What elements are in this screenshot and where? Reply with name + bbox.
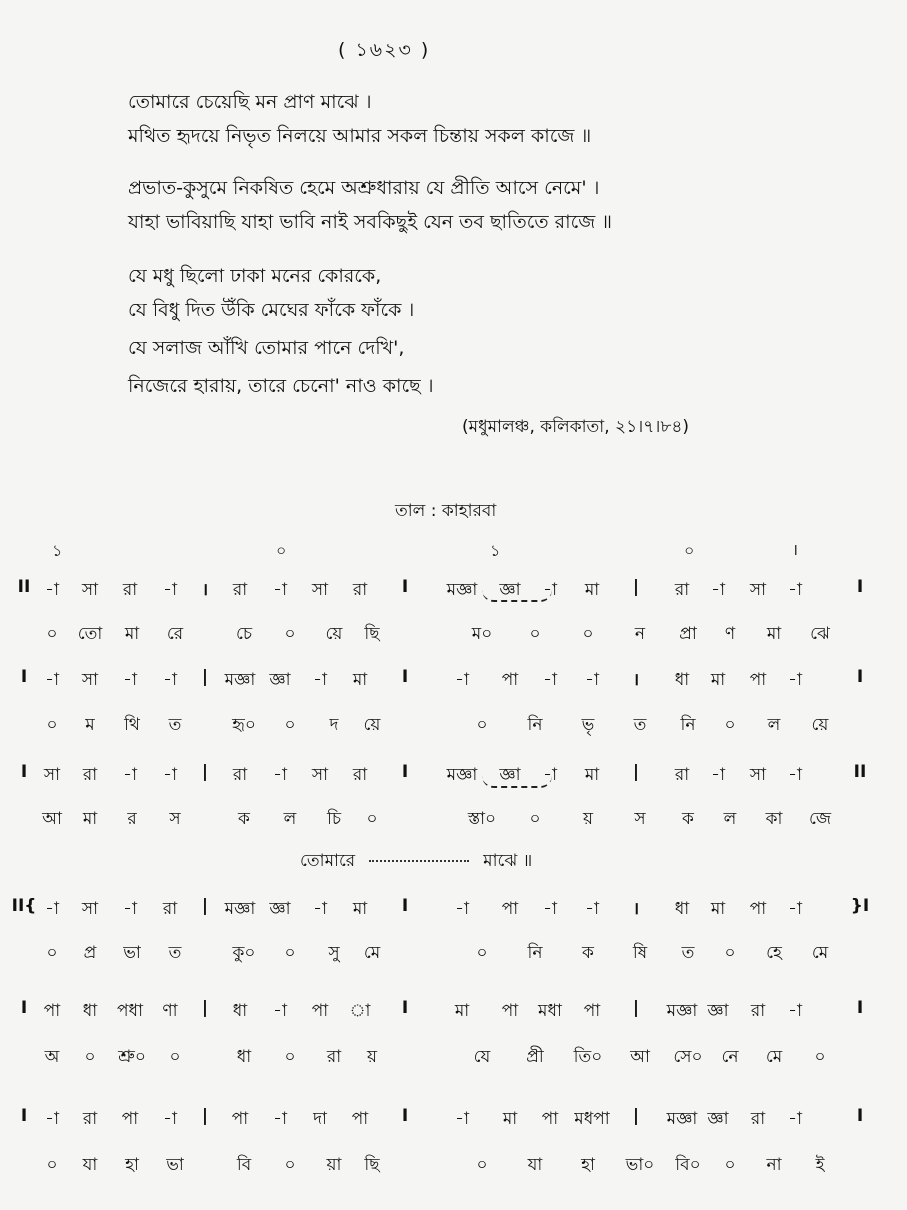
lyric-syllable: য়ে: [325, 624, 343, 644]
barline: |: [632, 577, 640, 597]
swara-note: ধা: [674, 899, 690, 919]
lyric-syllable: চি: [326, 809, 342, 829]
lyric-syllable: ভৃ: [581, 715, 595, 735]
lyric-syllable: ০: [724, 1155, 736, 1175]
lyric-line: মথিত হৃদয়ে নিভৃত নিলয়ে আমার সকল চিন্তায় সকল কাজে ॥: [128, 125, 592, 147]
lyric-syllable: শ্রু০: [118, 1047, 146, 1067]
swara-note: পা: [501, 670, 519, 690]
swara-note: -া: [163, 1109, 177, 1129]
swara-note: সা: [81, 899, 99, 919]
lyric-syllable: ল: [283, 809, 297, 829]
lyric-syllable: যা: [82, 1155, 98, 1175]
swara-note: জ্ঞা: [707, 1109, 729, 1129]
barline: |: [201, 667, 209, 687]
swara-note: ণা: [162, 1001, 178, 1021]
lyric-syllable: জে: [808, 809, 832, 829]
lyric-syllable: ০: [169, 1047, 181, 1067]
barline: I: [401, 667, 409, 687]
lyric-syllable: চে: [235, 624, 253, 644]
lyric-syllable: য়: [582, 809, 594, 829]
beat-mark: ০: [684, 541, 695, 560]
swara-note: মজ্ঞা: [224, 899, 256, 919]
swara-note: -া: [123, 670, 137, 690]
barline: I: [20, 762, 28, 782]
swara-note: পা: [749, 670, 767, 690]
lyric-syllable: মা: [124, 624, 140, 644]
lyric-syllable: মে: [765, 1047, 783, 1067]
swara-note: ধা: [674, 670, 690, 690]
swara-note: রা: [750, 1001, 766, 1021]
swara-note: সা: [749, 580, 767, 600]
lyric-syllable: ০: [46, 715, 58, 735]
lyric-syllable: বি: [236, 1155, 252, 1175]
lyric-syllable: নি: [527, 715, 543, 735]
swara-note: মা: [710, 899, 726, 919]
barline: I: [20, 998, 28, 1018]
swara-note: -া: [543, 670, 557, 690]
swara-row: [0, 1106, 907, 1136]
swara-note: সা: [81, 670, 99, 690]
lyric-syllable: ০: [284, 1047, 296, 1067]
lyric-syllable: কা: [765, 809, 783, 829]
lyric-syllable: যা: [527, 1155, 543, 1175]
lyric-line: নিজেরে হারায়, তারে চেনো' নাও কাছে ।: [128, 375, 434, 397]
lyric-syllable: ০: [476, 943, 488, 963]
lyric-syllable: য়ে: [363, 715, 381, 735]
lyric-syllable: হা: [581, 1155, 595, 1175]
swara-note: -া: [123, 765, 137, 785]
lyric-line: প্রভাত-কুসুমে নিকষিত হেমে অশ্রুধারায় যে প্রীতি আসে নেমে' ।: [128, 177, 600, 199]
swara-note: রা: [674, 765, 690, 785]
swara-note: মা: [584, 765, 600, 785]
lyric-row: [0, 1152, 907, 1182]
barline: }I: [850, 896, 870, 916]
taal-heading: তাল : কাহারবা: [395, 501, 497, 521]
lyric-row: [0, 940, 907, 970]
lyric-syllable: তি০: [573, 1047, 603, 1067]
lyric-syllable: ছি: [364, 1155, 380, 1175]
swara-note: মা: [454, 1001, 470, 1021]
swara-row: [0, 667, 907, 697]
lyric-syllable: মা: [766, 624, 782, 644]
lyric-syllable: ষি: [632, 943, 648, 963]
lyric-syllable: দ: [329, 715, 339, 735]
lyric-syllable: হে: [766, 943, 782, 963]
lyric-syllable: ০: [582, 624, 594, 644]
swara-note: রা: [122, 580, 138, 600]
swara-row: [0, 998, 907, 1028]
lyric-syllable: ত: [168, 715, 182, 735]
lyric-syllable: ভা: [123, 943, 141, 963]
swara-note: সা: [311, 580, 329, 600]
swara-note: -া: [585, 670, 599, 690]
swara-note: পা: [541, 1109, 559, 1129]
lyric-syllable: সু: [328, 943, 340, 963]
barline: I: [401, 762, 409, 782]
swara-note: -া: [273, 1001, 287, 1021]
lyric-line: যাহা ভাবিয়াছি যাহা ভাবি নাই সবকিছুই যেন তব ছাতিতে রাজে ॥: [128, 211, 613, 233]
swara-note: মজ্ঞা: [446, 765, 478, 785]
swara-note: -া: [788, 899, 802, 919]
swara-note: -া: [273, 1109, 287, 1129]
slur-mark: [482, 590, 552, 602]
barline: I: [856, 667, 864, 687]
barline: I: [401, 998, 409, 1018]
swara-note: মজ্ঞা: [446, 580, 478, 600]
barline: I: [401, 1106, 409, 1126]
swara-note: -া: [163, 670, 177, 690]
swara-note: -া: [455, 899, 469, 919]
lyric-syllable: ০: [284, 1155, 296, 1175]
lyric-syllable: হৃ০: [232, 715, 256, 735]
lyric-syllable: য়া: [326, 1155, 342, 1175]
lyric-syllable: মে: [811, 943, 829, 963]
swara-note: -া: [273, 580, 287, 600]
lyric-syllable: মে: [363, 943, 381, 963]
lyric-syllable: ভা: [166, 1155, 184, 1175]
swara-note: -া: [45, 1109, 59, 1129]
barline: |: [201, 896, 209, 916]
barline: I: [401, 896, 409, 916]
lyric-syllable: র: [127, 809, 137, 829]
beat-mark: ১: [52, 541, 63, 560]
barline: |: [632, 998, 640, 1018]
swara-note: জ্ঞা: [269, 670, 291, 690]
lyric-syllable: য়ে: [811, 715, 829, 735]
swara-note: রা: [232, 765, 248, 785]
barline: |: [201, 1106, 209, 1126]
refrain-end: মাঝে ॥: [483, 851, 533, 871]
lyric-syllable: না: [766, 1155, 782, 1175]
slur-mark: [482, 776, 552, 788]
swara-note: সা: [311, 765, 329, 785]
swara-note: -া: [455, 670, 469, 690]
swara-row: [0, 896, 907, 926]
swara-note: রা: [352, 580, 368, 600]
lyric-syllable: সে০: [673, 1047, 703, 1067]
lyric-syllable: মা: [82, 809, 98, 829]
lyric-syllable: রা: [326, 1047, 342, 1067]
swara-note: -া: [45, 580, 59, 600]
lyric-syllable: ণ: [724, 624, 736, 644]
beat-mark: ০: [276, 541, 287, 560]
lyric-syllable: বি০: [675, 1155, 701, 1175]
lyric-syllable: ০: [724, 943, 736, 963]
swara-note: সা: [43, 765, 61, 785]
lyric-syllable: ০: [814, 1047, 826, 1067]
swara-note: -া: [711, 580, 725, 600]
swara-note: া: [349, 1001, 371, 1021]
lyric-line: যে সলাজ আঁখি তোমার পানে দেখি',: [128, 337, 405, 359]
swara-note: -া: [788, 765, 802, 785]
lyric-syllable: ০: [284, 943, 296, 963]
barline: |: [632, 762, 640, 782]
swara-note: রা: [162, 899, 178, 919]
swara-note: পা: [583, 1001, 601, 1021]
lyric-syllable: হা: [125, 1155, 139, 1175]
lyric-syllable: ০: [284, 715, 296, 735]
lyric-syllable: ০: [46, 624, 58, 644]
swara-note: পা: [749, 899, 767, 919]
swara-note: দা: [313, 1109, 327, 1129]
lyric-syllable: ছি: [364, 624, 380, 644]
barline: ।: [201, 580, 209, 600]
refrain-start: তোমারে: [300, 851, 356, 871]
lyric-syllable: ঝে: [810, 624, 830, 644]
swara-note: পা: [311, 1001, 329, 1021]
swara-note: মজ্ঞা: [666, 1001, 698, 1021]
lyric-syllable: থি: [124, 715, 140, 735]
swara-note: পা: [351, 1109, 369, 1129]
swara-row: [0, 762, 907, 792]
barline: I: [856, 577, 864, 597]
lyric-syllable: ০: [476, 715, 488, 735]
lyric-row: [0, 1044, 907, 1074]
lyric-syllable: ০: [84, 1047, 96, 1067]
swara-note: রা: [750, 1109, 766, 1129]
lyric-syllable: ভা০: [625, 1155, 655, 1175]
swara-note: সা: [749, 765, 767, 785]
swara-note: সা: [81, 580, 99, 600]
lyric-syllable: ল: [723, 809, 737, 829]
lyric-syllable: প্র: [83, 943, 97, 963]
source-credit: (মধুমালঞ্চ, কলিকাতা, ২১।৭।৮৪): [462, 417, 690, 437]
barline: ।: [632, 899, 640, 919]
swara-note: রা: [674, 580, 690, 600]
lyric-line: যে বিধু দিত উঁকি মেঘের ফাঁকে ফাঁকে ।: [128, 299, 415, 321]
lyric-syllable: ধা: [236, 1047, 252, 1067]
swara-note: পা: [501, 899, 519, 919]
lyric-syllable: ল: [767, 715, 781, 735]
ellipsis-dots: [369, 860, 469, 862]
swara-note: জ্ঞা: [707, 1001, 729, 1021]
swara-note: পা: [121, 1109, 139, 1129]
swara-note: -া: [585, 899, 599, 919]
swara-note: পা: [501, 1001, 519, 1021]
beat-mark: ১: [490, 541, 501, 560]
lyric-syllable: ০: [476, 1155, 488, 1175]
swara-note: মা: [584, 580, 600, 600]
swara-note: মা: [352, 670, 368, 690]
lyric-syllable: স: [634, 809, 646, 829]
barline: I: [20, 1106, 28, 1126]
lyric-syllable: কু০: [232, 943, 256, 963]
lyric-syllable: যে: [473, 1047, 491, 1067]
lyric-syllable: ০: [46, 943, 58, 963]
lyric-syllable: স্তা০: [467, 809, 497, 829]
swara-note: মা: [502, 1109, 518, 1129]
swara-note: ধা: [82, 1001, 98, 1021]
swara-note: -া: [45, 670, 59, 690]
refrain-line: [300, 848, 532, 876]
swara-note: -া: [273, 765, 287, 785]
swara-row: [0, 577, 907, 607]
swara-note: পধা: [117, 1001, 143, 1021]
lyric-syllable: ক: [682, 809, 694, 829]
swara-note: জ্ঞা: [499, 580, 521, 600]
lyric-syllable: নে: [721, 1047, 739, 1067]
swara-note: -া: [45, 899, 59, 919]
lyric-syllable: স: [169, 809, 181, 829]
lyric-syllable: আ: [42, 809, 62, 829]
lyric-row: [0, 621, 907, 651]
swara-note: মধপা: [574, 1109, 610, 1129]
swara-note: ধা: [232, 1001, 248, 1021]
swara-note: -া: [788, 1001, 802, 1021]
lyric-line: যে মধু ছিলো ঢাকা মনের কোরকে,: [128, 265, 382, 287]
swara-note: পা: [43, 1001, 61, 1021]
lyric-syllable: ম০: [471, 624, 493, 644]
barline: I: [20, 667, 28, 687]
lyric-syllable: আ: [630, 1047, 650, 1067]
swara-note: -া: [788, 1109, 802, 1129]
swara-note: মজ্ঞা: [666, 1109, 698, 1129]
lyric-syllable: অ: [44, 1047, 60, 1067]
barline: |: [201, 762, 209, 782]
swara-note: -া: [711, 765, 725, 785]
swara-note: -া: [543, 580, 557, 600]
lyric-syllable: ০: [46, 1155, 58, 1175]
lyric-syllable: য়: [366, 1047, 378, 1067]
lyric-syllable: ০: [366, 809, 378, 829]
swara-note: পা: [231, 1109, 249, 1129]
swara-note: রা: [352, 765, 368, 785]
lyric-syllable: ই: [815, 1155, 825, 1175]
lyric-syllable: রে: [166, 624, 184, 644]
lyric-line: তোমারে চেয়েছি মন প্রাণ মাঝে ।: [128, 91, 372, 113]
barline: ।: [632, 670, 640, 690]
lyric-syllable: ন: [634, 624, 646, 644]
lyric-syllable: ০: [529, 624, 541, 644]
lyric-syllable: ০: [284, 624, 296, 644]
lyric-syllable: নি: [527, 943, 543, 963]
swara-note: -া: [788, 580, 802, 600]
swara-note: -া: [313, 899, 327, 919]
swara-note: জ্ঞা: [499, 765, 521, 785]
swara-note: -া: [455, 1109, 469, 1129]
lyric-syllable: ম: [85, 715, 95, 735]
barline: II: [17, 577, 31, 597]
swara-note: -া: [543, 765, 557, 785]
lyric-syllable: ক: [238, 809, 250, 829]
lyric-syllable: প্রী: [526, 1047, 544, 1067]
swara-note: -া: [163, 765, 177, 785]
barline: I: [401, 577, 409, 597]
barline: |: [201, 998, 209, 1018]
swara-note: মজ্ঞা: [224, 670, 256, 690]
lyric-syllable: ত: [633, 715, 647, 735]
beat-mark: ।: [792, 540, 799, 559]
barline: I: [856, 1106, 864, 1126]
swara-note: রা: [232, 580, 248, 600]
swara-note: জ্ঞা: [269, 899, 291, 919]
swara-note: রা: [82, 765, 98, 785]
swara-note: -া: [163, 580, 177, 600]
lyric-syllable: নি: [680, 715, 696, 735]
swara-note: -া: [123, 899, 137, 919]
lyric-syllable: ত: [168, 943, 182, 963]
swara-note: মা: [352, 899, 368, 919]
barline: I: [856, 998, 864, 1018]
lyric-row: [0, 806, 907, 836]
lyric-syllable: ক: [582, 943, 594, 963]
swara-note: মধা: [538, 1001, 562, 1021]
barline: |: [632, 1106, 640, 1126]
swara-note: -া: [788, 670, 802, 690]
lyric-syllable: তো: [77, 624, 103, 644]
swara-note: মা: [710, 670, 726, 690]
swara-note: রা: [82, 1109, 98, 1129]
swara-note: -া: [543, 899, 557, 919]
barline: II{: [11, 896, 37, 916]
lyric-syllable: ০: [529, 809, 541, 829]
lyric-syllable: প্রা: [679, 624, 697, 644]
lyric-row: [0, 712, 907, 742]
lyric-syllable: ত: [681, 943, 695, 963]
page-number: ( ১৬২৩ ): [338, 39, 431, 61]
swara-note: -া: [313, 670, 327, 690]
lyric-syllable: ০: [724, 715, 736, 735]
barline: II: [853, 762, 867, 782]
